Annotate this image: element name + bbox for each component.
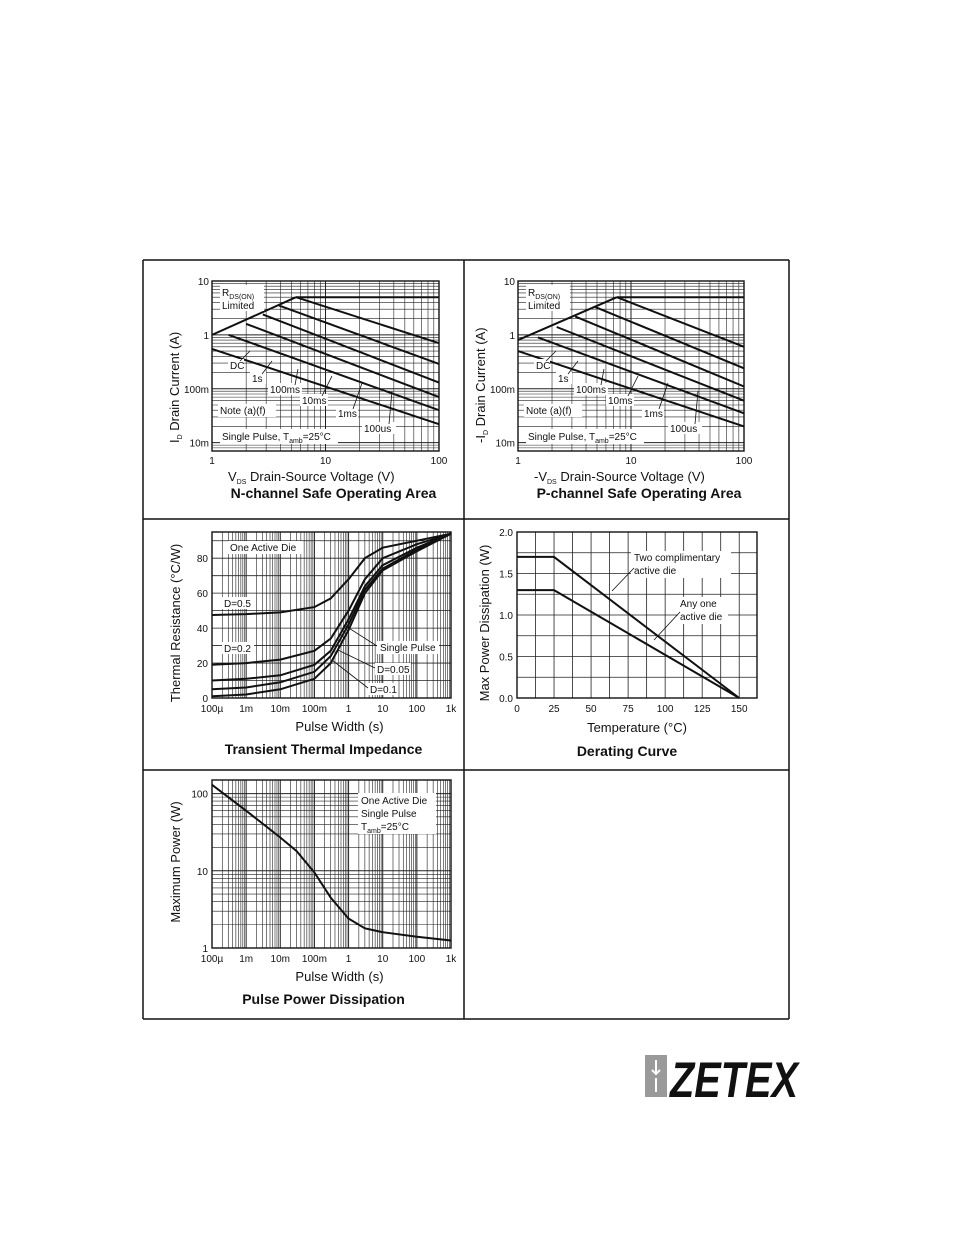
y-tick-label: 10 bbox=[196, 866, 208, 878]
x-tick-label: 25 bbox=[548, 704, 560, 715]
x-tick-label: 1 bbox=[515, 456, 521, 467]
soa-label-dc: DC bbox=[536, 361, 551, 372]
x-tick-label: 10m bbox=[270, 704, 291, 715]
x-tick-label: 1m bbox=[239, 704, 254, 715]
two-die-label-1: Two complimentary bbox=[634, 553, 721, 564]
soa-label-10ms: 10ms bbox=[608, 396, 633, 407]
single-pulse-label: Single Pulse bbox=[380, 643, 436, 654]
x-tick-label: 150 bbox=[730, 704, 748, 715]
d05-label: D=0.5 bbox=[224, 599, 251, 610]
x-axis-label: Pulse Width (s) bbox=[295, 719, 384, 734]
x-tick-label: 1 bbox=[345, 704, 352, 715]
derating-curve-chart bbox=[477, 528, 757, 759]
x-tick-label: 10 bbox=[377, 954, 389, 965]
x-tick-label: 10 bbox=[319, 456, 332, 467]
chart-title: N-channel Safe Operating Area bbox=[230, 485, 437, 501]
soa-label-100us: 100us bbox=[670, 424, 698, 435]
x-tick-label: 75 bbox=[622, 704, 634, 715]
y-axis-label: Maximum Power (W) bbox=[168, 801, 183, 923]
rds-limited-label: Limited bbox=[528, 301, 561, 312]
y-tick-label: 20 bbox=[196, 659, 208, 671]
x-tick-label: 100m bbox=[301, 704, 327, 715]
soa-label-1s: 1s bbox=[252, 374, 263, 385]
leader-line bbox=[332, 660, 368, 688]
x-tick-label: 100 bbox=[430, 456, 448, 467]
y-tick-label: 100 bbox=[191, 789, 208, 801]
y-tick-label: 2.0 bbox=[499, 528, 513, 539]
y-tick-label: 10 bbox=[503, 277, 515, 288]
one-die-label: One Active Die bbox=[230, 543, 297, 554]
x-axis-label: $V_{DS}$ Drain-Source Voltage (V) bbox=[228, 469, 395, 486]
one-die-label-1: Any one bbox=[680, 599, 717, 610]
x-tick-label: 1k bbox=[445, 954, 457, 965]
x-tick-label: 100 bbox=[408, 704, 426, 715]
single-pulse-label: Single Pulse bbox=[361, 809, 417, 820]
zetex-logo bbox=[645, 1052, 800, 1108]
series-line bbox=[617, 297, 744, 347]
y-tick-label: 10m bbox=[495, 438, 515, 450]
pulse-power-dissipation-chart bbox=[168, 780, 457, 1007]
y-tick-label: 60 bbox=[196, 589, 208, 601]
x-tick-label: 50 bbox=[585, 704, 597, 715]
y-tick-label: 0.5 bbox=[499, 652, 513, 664]
n-channel-soa-chart bbox=[167, 277, 448, 501]
soa-label-100ms: 100ms bbox=[576, 385, 607, 396]
y-tick-label: 100m bbox=[489, 384, 515, 396]
leader-line bbox=[601, 369, 604, 385]
one-die-label-2: active die bbox=[680, 612, 723, 623]
x-axis-label: Temperature (°C) bbox=[587, 720, 687, 735]
x-tick-label: 100m bbox=[301, 954, 327, 965]
y-tick-label: 1 bbox=[202, 944, 208, 955]
pulse-label: Single Pulse, $T_{amb}=25^\circ C$ bbox=[222, 432, 331, 445]
x-tick-label: 100µ bbox=[200, 704, 224, 715]
chart-title: P-channel Safe Operating Area bbox=[536, 485, 742, 501]
x-tick-label: 1 bbox=[209, 456, 215, 467]
y-tick-label: 80 bbox=[196, 554, 208, 566]
y-tick-label: 40 bbox=[196, 624, 208, 636]
one-die-label: One Active Die bbox=[361, 796, 428, 807]
y-tick-label: 10 bbox=[197, 277, 209, 288]
rds-limited-label: Limited bbox=[222, 301, 255, 312]
x-tick-label: 10m bbox=[270, 954, 291, 965]
p-channel-soa-chart bbox=[473, 277, 753, 501]
soa-label-1ms: 1ms bbox=[644, 409, 663, 420]
logo-text: ZETEX bbox=[668, 1052, 801, 1108]
leader-line bbox=[612, 568, 634, 591]
y-tick-label: 1 bbox=[509, 330, 515, 342]
rds-label: $R_{DS(ON)}$ bbox=[222, 288, 255, 301]
y-tick-label: 1.5 bbox=[499, 569, 513, 581]
d01-label: D=0.1 bbox=[370, 685, 397, 696]
leader-line bbox=[628, 376, 638, 396]
d02-label: D=0.2 bbox=[224, 644, 251, 655]
x-tick-label: 125 bbox=[693, 704, 711, 715]
x-tick-label: 100µ bbox=[200, 954, 224, 965]
y-axis-label: $I_D$ Drain Current (A) bbox=[167, 331, 184, 443]
d005-label: D=0.05 bbox=[377, 665, 410, 676]
x-tick-label: 1m bbox=[239, 954, 254, 965]
transient-thermal-impedance-chart bbox=[168, 532, 457, 757]
rds-label: $R_{DS(ON)}$ bbox=[528, 288, 561, 301]
chart-title: Transient Thermal Impedance bbox=[224, 741, 423, 757]
pulse-label: Single Pulse, $T_{amb}=25^\circ C$ bbox=[528, 432, 637, 445]
x-tick-label: 1 bbox=[345, 954, 352, 965]
x-tick-label: 100 bbox=[656, 704, 674, 715]
soa-label-100us: 100us bbox=[364, 424, 392, 435]
x-axis-label: Pulse Width (s) bbox=[295, 969, 384, 984]
soa-label-1ms: 1ms bbox=[338, 409, 357, 420]
y-tick-label: 1 bbox=[203, 330, 209, 342]
y-tick-label: 0.0 bbox=[499, 694, 513, 705]
chart-title: Derating Curve bbox=[576, 743, 678, 759]
chart-title: Pulse Power Dissipation bbox=[242, 991, 405, 1007]
note-label: Note (a)(f) bbox=[526, 406, 572, 417]
two-die-label-2: active die bbox=[634, 566, 677, 577]
y-tick-label: 0 bbox=[202, 694, 208, 705]
x-tick-label: 0 bbox=[514, 704, 520, 715]
x-axis-label: $-V_{DS}$ Drain-Source Voltage (V) bbox=[534, 469, 705, 486]
x-tick-label: 10 bbox=[377, 704, 389, 715]
tamb-label: $T_{amb}=25^\circ C$ bbox=[361, 822, 409, 835]
x-tick-label: 10 bbox=[625, 456, 637, 467]
x-tick-label: 1k bbox=[445, 704, 457, 715]
x-tick-label: 100 bbox=[735, 456, 753, 467]
soa-label-100ms: 100ms bbox=[270, 385, 301, 396]
leader-line bbox=[546, 351, 556, 361]
soa-label-10ms: 10ms bbox=[302, 396, 327, 407]
y-tick-label: 1.0 bbox=[499, 611, 513, 622]
y-axis-label: Thermal Resistance (°C/W) bbox=[168, 543, 183, 703]
y-tick-label: 100m bbox=[183, 384, 209, 396]
table-frame bbox=[143, 260, 789, 1019]
soa-label-dc: DC bbox=[230, 361, 245, 372]
y-axis-label: $-I_D$ Drain Current (A) bbox=[473, 327, 490, 443]
note-label: Note (a)(f) bbox=[220, 406, 266, 417]
y-axis-label: Max Power Dissipation (W) bbox=[477, 544, 492, 702]
x-tick-label: 100 bbox=[408, 954, 426, 965]
y-tick-label: 10m bbox=[189, 438, 209, 450]
soa-label-1s: 1s bbox=[558, 374, 569, 385]
